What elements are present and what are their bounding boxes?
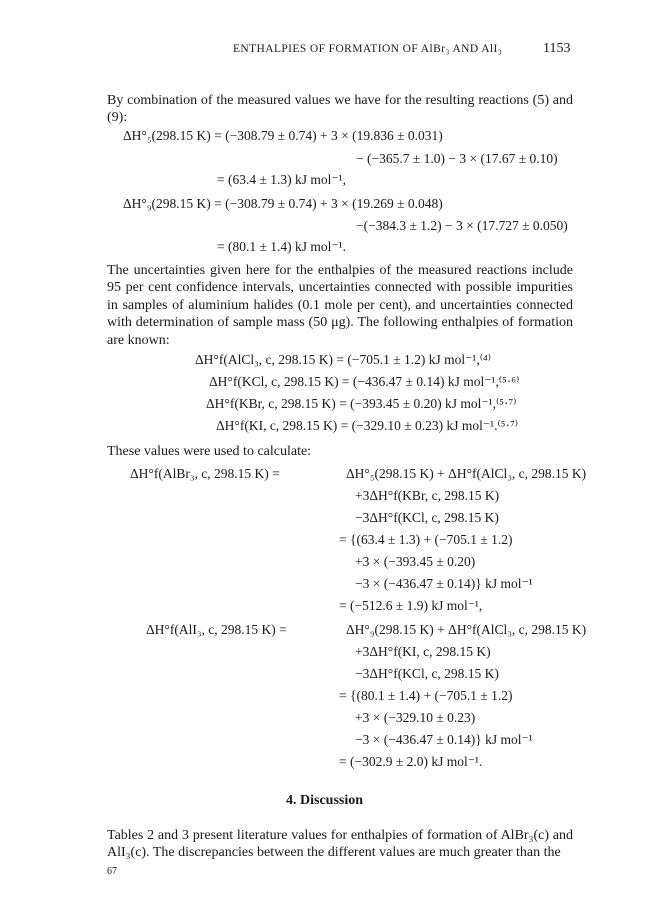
eq5-result: = (63.4 ± 1.3) kJ mol⁻¹, <box>217 172 346 187</box>
uncertainty-paragraph: The uncertainties given here for the enthalpies of the measured reactions include 95 per cent confidence intervals, uncertainties connected with possible impurities in samples of aluminium halides (0.1 mole per cent), and uncertainties connected with determination of sample mass (50 μg). The following enthalpies of formation are known: <box>107 263 573 348</box>
eq5-line-1: ΔH°₅(298.15 K) = (−308.79 ± 0.74) + 3 × (19.836 ± 0.031) <box>123 128 443 143</box>
ali3-line-5: +3 × (−329.10 ± 0.23) <box>355 710 476 725</box>
discussion-paragraph: Tables 2 and 3 present literature values for enthalpies of formation of AlBr₃(c) and AlI₃(c). The discrepancies between the different values are much greater than the <box>107 828 573 861</box>
running-header: ENTHALPIES OF FORMATION OF AlBr₃ AND AlI₃ <box>233 43 503 55</box>
ali3-line-1: ΔH°₉(298.15 K) + ΔH°f(AlCl₃, c, 298.15 K) <box>346 622 587 637</box>
calc-intro: These values were used to calculate: <box>107 444 312 459</box>
page-number: 1153 <box>543 41 571 56</box>
known-enthalpy-kbr: ΔH°f(KBr, c, 298.15 K) = (−393.45 ± 0.20) kJ mol⁻¹,⁽⁵·⁷⁾ <box>206 396 517 411</box>
ali3-line-2: +3ΔH°f(KI, c, 298.15 K) <box>355 644 491 659</box>
section-heading: 4. Discussion <box>286 793 364 808</box>
eq9-result: = (80.1 ± 1.4) kJ mol⁻¹. <box>217 239 346 254</box>
albr3-line-5: +3 × (−393.45 ± 0.20) <box>355 554 476 569</box>
ali3-lhs: ΔH°f(AlI₃, c, 298.15 K) = <box>146 622 287 637</box>
ali3-line-6: −3 × (−436.47 ± 0.14)} kJ mol⁻¹ <box>355 732 533 747</box>
footer-number: 67 <box>107 866 117 877</box>
eq9-line-1: ΔH°₉(298.15 K) = (−308.79 ± 0.74) + 3 × (19.269 ± 0.048) <box>123 196 443 211</box>
known-enthalpy-alcl3: ΔH°f(AlCl₃, c, 298.15 K) = (−705.1 ± 1.2) kJ mol⁻¹,⁽⁴⁾ <box>195 352 492 367</box>
ali3-line-4: = {(80.1 ± 1.4) + (−705.1 ± 1.2) <box>339 688 513 703</box>
albr3-result: = (−512.6 ± 1.9) kJ mol⁻¹, <box>339 598 483 613</box>
known-enthalpy-ki: ΔH°f(KI, c, 298.15 K) = (−329.10 ± 0.23) kJ mol⁻¹.⁽⁵·⁷⁾ <box>216 418 519 433</box>
eq5-line-2: − (−365.7 ± 1.0) − 3 × (17.67 ± 0.10) <box>356 151 558 166</box>
albr3-line-3: −3ΔH°f(KCl, c, 298.15 K) <box>355 510 499 525</box>
ali3-line-3: −3ΔH°f(KCl, c, 298.15 K) <box>355 666 499 681</box>
albr3-line-1: ΔH°₅(298.15 K) + ΔH°f(AlCl₃, c, 298.15 K) <box>346 466 587 481</box>
albr3-line-4: = {(63.4 ± 1.3) + (−705.1 ± 1.2) <box>339 532 513 547</box>
ali3-result: = (−302.9 ± 2.0) kJ mol⁻¹. <box>339 754 483 769</box>
intro-paragraph: By combination of the measured values we have for the resulting reactions (5) and (9): <box>107 93 573 126</box>
known-enthalpy-kcl: ΔH°f(KCl, c, 298.15 K) = (−436.47 ± 0.14) kJ mol⁻¹,⁽⁵·⁶⁾ <box>209 374 520 389</box>
albr3-line-2: +3ΔH°f(KBr, c, 298.15 K) <box>355 488 500 503</box>
albr3-line-6: −3 × (−436.47 ± 0.14)} kJ mol⁻¹ <box>355 576 533 591</box>
eq9-line-2: −(−384.3 ± 1.2) − 3 × (17.727 ± 0.050) <box>356 218 568 233</box>
albr3-lhs: ΔH°f(AlBr₃, c, 298.15 K) = <box>130 466 280 481</box>
